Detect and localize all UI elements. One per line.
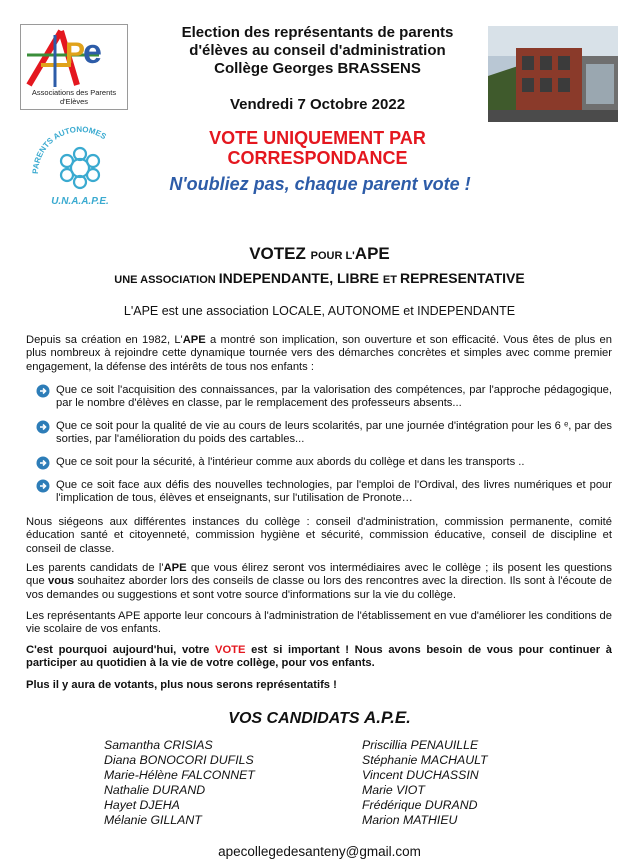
p3-text-b: APE	[163, 562, 187, 574]
arrow-bullet-icon	[36, 479, 50, 493]
arrow-bullet-icon	[36, 456, 50, 470]
candidates-title-a: VOS CANDIDATS	[228, 710, 365, 727]
votez-ape: APE	[354, 244, 390, 263]
tagline-part1: UNE ASSOCIATION	[114, 274, 219, 286]
p1-text-c: a montré son implication, son ouverture et son efficacité. Vous êtes de plus en plus nombreux à rejoindre cette dynamique tournée vers des démarches concrètes et simples avec comme premier engagement, la défense des intérêts de tous nos enfants :	[26, 334, 613, 373]
svg-text:P: P	[65, 37, 86, 70]
vote-notice-line2: CORRESPONDANCE	[227, 148, 408, 168]
association-intro: L'APE est une association LOCALE, AUTONOME et INDEPENDANTE	[123, 304, 516, 318]
votez-word: VOTEZ	[249, 244, 306, 263]
unaape-arc-text: PARENTS AUTONOMES	[30, 124, 108, 175]
bullet-item	[36, 479, 612, 506]
bullet-text: Que ce soit face aux défis des nouvelles technologies, par l'emploi de l'Ordival, des livres numériques et pour l'implication de tous, élèves et enseignants, sur l'utilisation de Pronote…	[56, 479, 612, 505]
p3-text-a: Les parents candidats de l'	[26, 562, 164, 574]
tagline-part3: ET	[382, 274, 401, 286]
ape-logo-mark-icon	[21, 25, 127, 95]
bullet-text: Que ce soit pour la sécurité, à l'intérieur comme aux abords du collège et dans les transports ..	[56, 456, 525, 468]
unaape-emblem-icon	[61, 148, 99, 188]
candidate-name: Hayet DJEHA	[104, 798, 180, 812]
bullet-text: Que ce soit l'acquisition des connaissances, par la valorisation des compétences, par l'approche pédagogique, par le nombre d'élèves en classe, par le remplacement des professeurs absents...	[56, 384, 612, 410]
association-tagline	[0, 270, 639, 286]
svg-text:e: e	[83, 33, 102, 71]
candidate-name: Priscillia PENAUILLE	[362, 738, 479, 752]
candidates-right-column	[362, 738, 562, 828]
p1-text-b: APE	[182, 334, 206, 346]
election-title-line2: d'élèves au conseil d'administration	[189, 42, 446, 59]
election-date: Vendredi 7 Octobre 2022	[229, 96, 406, 113]
parent-vote-reminder: N'oubliez pas, chaque parent vote !	[169, 174, 471, 194]
candidate-name: Vincent DUCHASSIN	[362, 768, 479, 782]
candidate-name: Marie-Hélène FALCONNET	[104, 768, 255, 782]
paragraph-vote-importance	[26, 644, 612, 671]
tagline-part4: REPRESENTATIVE	[400, 270, 525, 286]
candidate-name: Marion MATHIEU	[362, 813, 458, 827]
paragraph-more-voters: Plus il y aura de votants, plus nous serons représentatifs !	[26, 679, 337, 691]
candidate-name: Frédérique DURAND	[362, 798, 478, 812]
paragraph-candidates-role	[26, 562, 612, 602]
p5-text-c: est si important ! Nous avons besoin de vous pour continuer à participer au quotidien à la vie de votre collège, pour vos enfants.	[26, 644, 612, 670]
candidate-name: Diana BONOCORI DUFILS	[104, 753, 254, 767]
votez-headline	[0, 244, 639, 264]
contact-email[interactable]: apecollegedesanteny@gmail.com	[218, 844, 421, 859]
election-title-line1: Election des représentants de parents	[181, 24, 454, 41]
candidates-title-c: .	[406, 710, 411, 727]
ape-logo-caption: Associations des Parents d'Elèves	[31, 88, 117, 106]
ape-logo	[20, 24, 128, 110]
candidate-name: Nathalie DURAND	[104, 783, 206, 797]
p1-text-a: Depuis sa création en 1982, L'	[26, 334, 183, 346]
candidate-name: Marie VIOT	[362, 783, 425, 797]
candidates-title	[0, 708, 639, 728]
votez-pour: POUR L'	[310, 250, 355, 262]
bullet-item	[36, 384, 612, 411]
candidate-name: Samantha CRISIAS	[104, 738, 213, 752]
arrow-bullet-icon	[36, 420, 50, 434]
paragraph-instances: Nous siégeons aux différentes instances du collège : conseil d'administration, commission permanente, comité éducation santé et citoyenneté, commission hygiène et sécurité, commission éducative, conseil de discipline et conseil de classe.	[26, 516, 612, 555]
p3-text-c: que vous élirez seront vos intermédiaires avec le collège ; ils posent les questions que	[26, 562, 612, 588]
unaape-text: U.N.A.A.P.E.	[51, 196, 109, 207]
candidate-name: Mélanie GILLANT	[104, 813, 202, 827]
p3-text-d: vous	[47, 575, 75, 588]
vote-notice-line1: VOTE UNIQUEMENT PAR	[209, 128, 426, 148]
bullet-item	[36, 420, 612, 447]
p5-text-b: VOTE	[215, 644, 246, 656]
arrow-bullet-icon	[36, 384, 50, 398]
school-name: Collège Georges BRASSENS	[214, 60, 421, 77]
candidate-name: Stéphanie MACHAULT	[362, 753, 488, 767]
p5-text-a: C'est pourquoi aujourd'hui, votre	[26, 644, 216, 656]
bullet-text: Que ce soit pour la qualité de vie au cours de leurs scolarités, par une journée d'intégration pour les 6 ᵉ, par des sorties, par l'amélioration du poids des cartables...	[56, 420, 612, 446]
unaape-logo	[24, 124, 136, 210]
p3-text-e: souhaitez aborder lors des conseils de classe ou lors des rencontres avec la direction. Ils sont à l'écoute de vos demandes ou suggestions et sont votre source d'informations sur la vie du collège.	[26, 575, 612, 601]
candidates-title-b: A.P.E	[364, 708, 407, 727]
paragraph-representatives: Les représentants APE apporte leur concours à l'administration de l'établissement en vue d'améliorer les conditions de vie scolaire de vos enfants.	[26, 610, 612, 636]
candidates-left-column	[104, 738, 324, 828]
bullet-item	[36, 456, 612, 469]
school-building-photo	[488, 26, 618, 122]
tagline-part2: INDEPENDANTE, LIBRE	[218, 270, 383, 286]
paragraph-history	[26, 334, 612, 374]
